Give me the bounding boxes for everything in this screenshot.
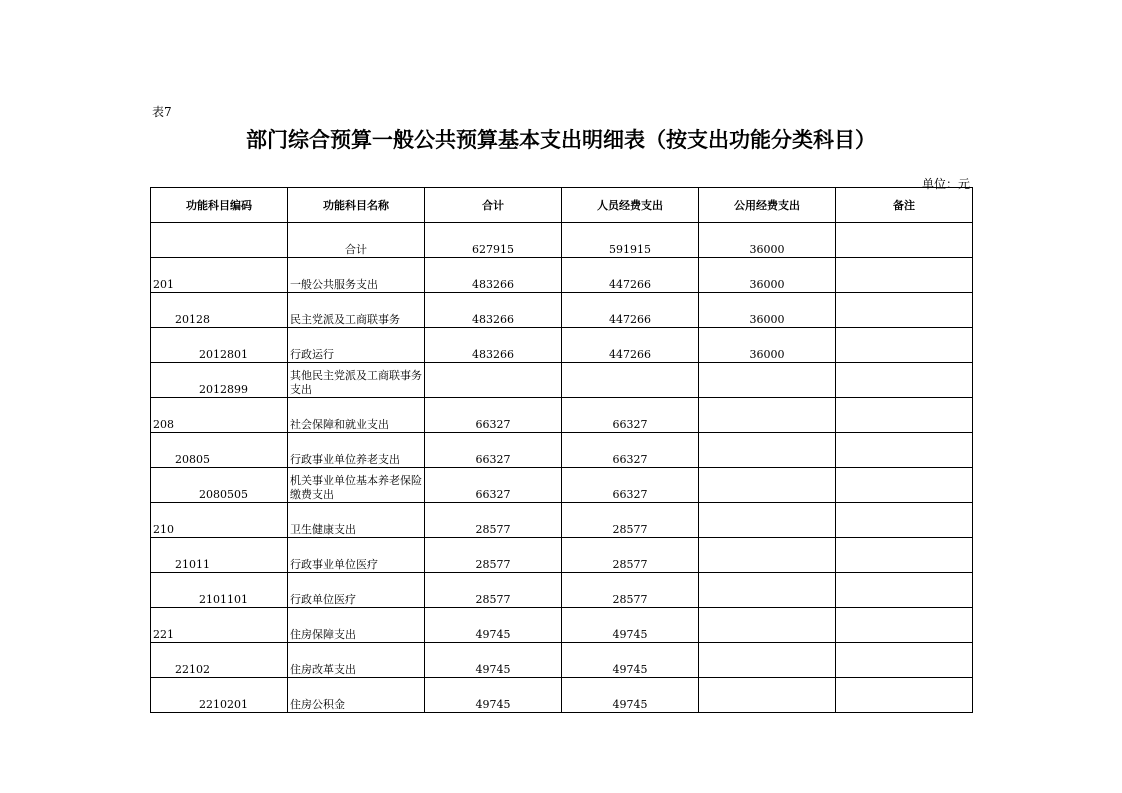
- name-cell: 行政事业单位养老支出: [288, 433, 425, 468]
- total-cell: 49745: [425, 643, 562, 678]
- name-cell: 其他民主党派及工商联事务支出: [288, 363, 425, 398]
- table-row: [151, 678, 973, 713]
- public-cell: [699, 608, 836, 643]
- personnel-cell: 28577: [562, 503, 699, 538]
- total-amount: 627915: [425, 223, 562, 258]
- table-row: [151, 573, 973, 608]
- name-cell: 卫生健康支出: [288, 503, 425, 538]
- personnel-cell: 66327: [562, 433, 699, 468]
- remark-cell: [836, 363, 973, 398]
- header-public: 公用经费支出: [699, 188, 836, 223]
- total-row: [151, 223, 973, 258]
- total-code-cell: [151, 223, 288, 258]
- personnel-cell: 49745: [562, 643, 699, 678]
- total-cell: 28577: [425, 573, 562, 608]
- personnel-cell: 447266: [562, 258, 699, 293]
- code-cell: 2012801: [151, 328, 288, 363]
- header-remark: 备注: [836, 188, 973, 223]
- total-label: 合计: [288, 223, 425, 258]
- table-row: [151, 643, 973, 678]
- code-cell: 20805: [151, 433, 288, 468]
- remark-cell: [836, 468, 973, 503]
- table-row: [151, 433, 973, 468]
- remark-cell: [836, 293, 973, 328]
- table-number: 表7: [152, 105, 172, 119]
- total-cell: 28577: [425, 503, 562, 538]
- name-cell: 住房保障支出: [288, 608, 425, 643]
- remark-cell: [836, 398, 973, 433]
- code-cell: 22102: [151, 643, 288, 678]
- public-cell: [699, 643, 836, 678]
- code-cell: 2101101: [151, 573, 288, 608]
- code-cell: 221: [151, 608, 288, 643]
- name-cell: 行政事业单位医疗: [288, 538, 425, 573]
- personnel-cell: [562, 363, 699, 398]
- name-cell: 住房改革支出: [288, 643, 425, 678]
- total-cell: [425, 363, 562, 398]
- personnel-cell: 66327: [562, 468, 699, 503]
- header-name: 功能科目名称: [288, 188, 425, 223]
- table-row: [151, 503, 973, 538]
- total-cell: 66327: [425, 468, 562, 503]
- table-row: [151, 293, 973, 328]
- total-cell: 66327: [425, 433, 562, 468]
- public-cell: [699, 678, 836, 713]
- table-row: [151, 538, 973, 573]
- public-cell: [699, 503, 836, 538]
- remark-cell: [836, 573, 973, 608]
- total-cell: 483266: [425, 293, 562, 328]
- budget-table: [150, 187, 973, 713]
- name-cell: 住房公积金: [288, 678, 425, 713]
- table-row: [151, 398, 973, 433]
- header-personnel: 人员经费支出: [562, 188, 699, 223]
- total-cell: 28577: [425, 538, 562, 573]
- total-cell: 49745: [425, 678, 562, 713]
- code-cell: 2012899: [151, 363, 288, 398]
- unit-label: 单位：元: [921, 177, 970, 191]
- table-row: [151, 258, 973, 293]
- table-row: [151, 468, 973, 503]
- total-cell: 483266: [425, 328, 562, 363]
- header-total: 合计: [425, 188, 562, 223]
- remark-cell: [836, 503, 973, 538]
- name-cell: 社会保障和就业支出: [288, 398, 425, 433]
- code-cell: 201: [151, 258, 288, 293]
- page-title: 部门综合预算一般公共预算基本支出明细表（按支出功能分类科目）: [246, 128, 876, 152]
- total-cell: 483266: [425, 258, 562, 293]
- code-cell: 2080505: [151, 468, 288, 503]
- table-header-row: [151, 188, 973, 223]
- name-cell: 机关事业单位基本养老保险缴费支出: [288, 468, 425, 503]
- personnel-cell: 447266: [562, 328, 699, 363]
- code-cell: 20128: [151, 293, 288, 328]
- public-cell: [699, 538, 836, 573]
- remark-cell: [836, 678, 973, 713]
- public-cell: [699, 468, 836, 503]
- public-cell: [699, 363, 836, 398]
- total-remark: [836, 223, 973, 258]
- name-cell: 一般公共服务支出: [288, 258, 425, 293]
- public-cell: 36000: [699, 293, 836, 328]
- personnel-cell: 28577: [562, 573, 699, 608]
- personnel-cell: 28577: [562, 538, 699, 573]
- personnel-cell: 49745: [562, 678, 699, 713]
- public-cell: 36000: [699, 258, 836, 293]
- remark-cell: [836, 608, 973, 643]
- table-row: [151, 328, 973, 363]
- personnel-cell: 447266: [562, 293, 699, 328]
- code-cell: 2210201: [151, 678, 288, 713]
- total-public: 36000: [699, 223, 836, 258]
- remark-cell: [836, 433, 973, 468]
- name-cell: 行政运行: [288, 328, 425, 363]
- total-cell: 66327: [425, 398, 562, 433]
- code-cell: 21011: [151, 538, 288, 573]
- total-cell: 49745: [425, 608, 562, 643]
- table-row: [151, 608, 973, 643]
- remark-cell: [836, 643, 973, 678]
- header-code: 功能科目编码: [151, 188, 288, 223]
- remark-cell: [836, 538, 973, 573]
- remark-cell: [836, 258, 973, 293]
- public-cell: 36000: [699, 328, 836, 363]
- public-cell: [699, 573, 836, 608]
- public-cell: [699, 398, 836, 433]
- name-cell: 行政单位医疗: [288, 573, 425, 608]
- table-row: [151, 363, 973, 398]
- name-cell: 民主党派及工商联事务: [288, 293, 425, 328]
- code-cell: 208: [151, 398, 288, 433]
- public-cell: [699, 433, 836, 468]
- total-personnel: 591915: [562, 223, 699, 258]
- personnel-cell: 49745: [562, 608, 699, 643]
- remark-cell: [836, 328, 973, 363]
- code-cell: 210: [151, 503, 288, 538]
- personnel-cell: 66327: [562, 398, 699, 433]
